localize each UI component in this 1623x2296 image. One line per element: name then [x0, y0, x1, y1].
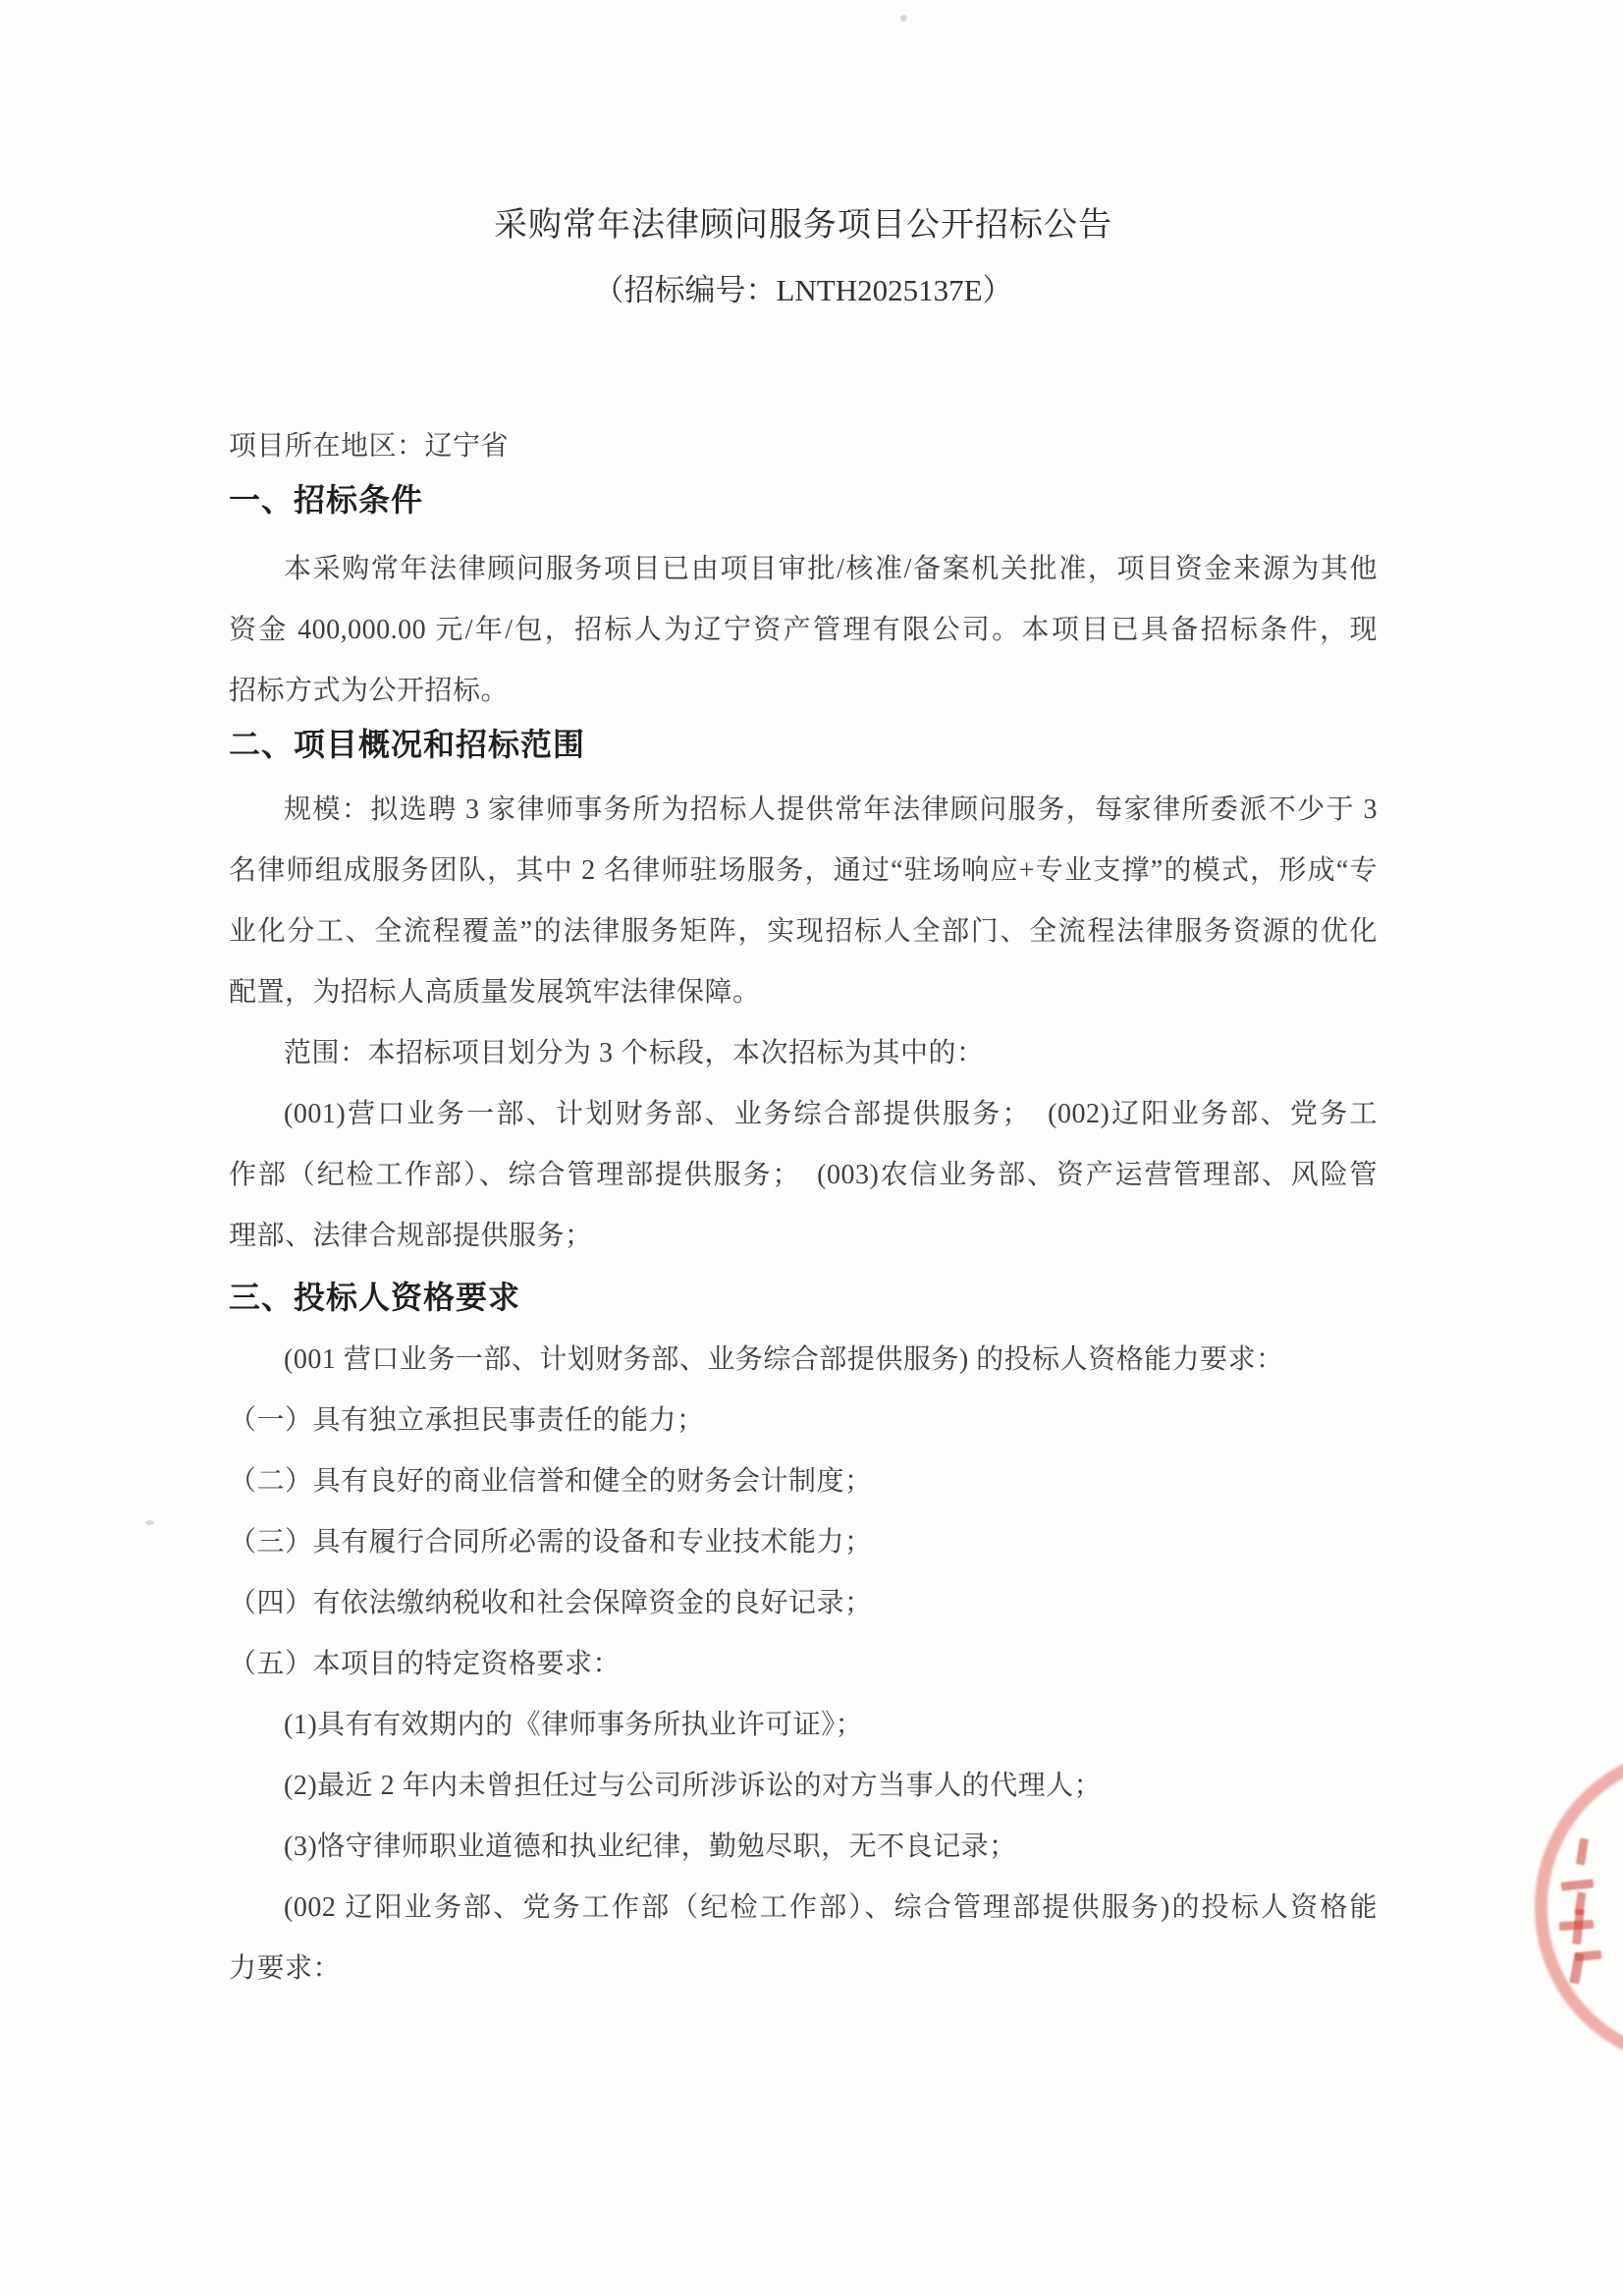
- doc-line: 名律师组成服务团队，其中 2 名律师驻场服务，通过“驻场响应+专业支撑”的模式，形成“专: [229, 855, 1378, 886]
- section-heading-1: 一、招标条件: [229, 482, 424, 518]
- section-heading-2: 二、项目概况和招标范围: [229, 727, 586, 762]
- doc-line: (002 辽阳业务部、党务工作部（纪检工作部）、综合管理部提供服务)的投标人资格能: [284, 1892, 1378, 1923]
- doc-line: (001 营口业务一部、计划财务部、业务综合部提供服务) 的投标人资格能力要求：: [284, 1344, 1284, 1375]
- document-title: 采购常年法律顾问服务项目公开招标公告: [494, 207, 1112, 244]
- project-location-line: 项目所在地区：辽宁省: [229, 431, 510, 462]
- doc-line: （一）具有独立承担民事责任的能力；: [229, 1405, 705, 1436]
- doc-line: 力要求：: [229, 1953, 342, 1984]
- section-1-paragraph: [229, 539, 1378, 722]
- doc-line: 范围：本招标项目划分为 3 个标段，本次招标为其中的：: [284, 1038, 985, 1068]
- doc-line: （五）本项目的特定资格要求：: [229, 1649, 622, 1679]
- scan-speck: [145, 1520, 154, 1525]
- section-3-paragraphs: [229, 1330, 1378, 1999]
- doc-line: 规模：拟选聘 3 家律师事务所为招标人提供常年法律顾问服务，每家律所委派不少于 3: [284, 794, 1378, 825]
- section-2-paragraphs: [229, 780, 1378, 1267]
- doc-line: （三）具有履行合同所必需的设备和专业技术能力；: [229, 1527, 873, 1558]
- tender-number: （招标编号：LNTH2025137E）: [593, 273, 1013, 307]
- doc-line: 作部（纪检工作部）、综合管理部提供服务； (003)农信业务部、资产运营管理部、风险管: [229, 1160, 1378, 1190]
- scan-speck: [900, 15, 907, 22]
- doc-line: 业化分工、全流程覆盖”的法律服务矩阵，实现招标人全部门、全流程法律服务资源的优化: [229, 916, 1378, 947]
- doc-line: 配置，为招标人高质量发展筑牢法律保障。: [229, 977, 761, 1008]
- doc-line: 理部、法律合规部提供服务；: [229, 1221, 593, 1251]
- doc-line: 资金 400,000.00 元/年/包，招标人为辽宁资产管理有限公司。本项目已具备招标条件，现: [229, 615, 1378, 645]
- doc-line: (2)最近 2 年内未曾担任过与公司所涉诉讼的对方当事人的代理人；: [284, 1771, 1103, 1801]
- section-heading-3: 三、投标人资格要求: [229, 1280, 521, 1315]
- doc-line: (001)营口业务一部、计划财务部、业务综合部提供服务； (002)辽阳业务部、党务工: [284, 1099, 1378, 1129]
- doc-line: (3)恪守律师职业道德和执业纪律，勤勉尽职，无不良记录；: [284, 1831, 1017, 1862]
- document-content: [229, 0, 1378, 1999]
- doc-line: （二）具有良好的商业信誉和健全的财务会计制度；: [229, 1466, 873, 1497]
- doc-line: (1)具有有效期内的《律师事务所执业许可证》；: [284, 1710, 864, 1740]
- doc-line: 招标方式为公开招标。: [229, 676, 510, 706]
- doc-line: （四）有依法缴纳税收和社会保障资金的良好记录；: [229, 1588, 873, 1618]
- doc-line: 本采购常年法律顾问服务项目已由项目审批/核准/备案机关批准，项目资金来源为其他: [284, 554, 1378, 584]
